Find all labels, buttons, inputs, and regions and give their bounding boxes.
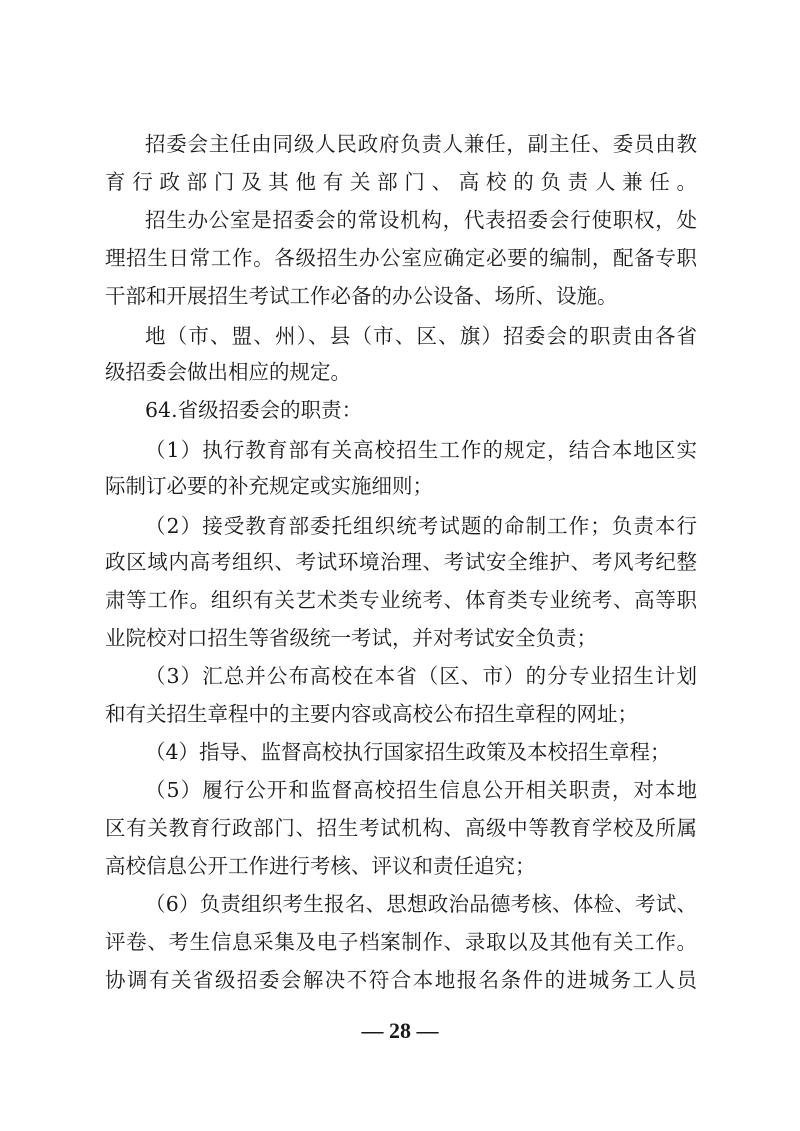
list-item-line: 协调有关省级招委会解决不符合本地报名条件的进城务工人员: [105, 968, 697, 992]
paragraph-line: 理招生日常工作。各级招生办公室应确定必要的编制，配备专职: [105, 246, 697, 270]
list-item-line: （6）负责组织考生报名、思想政治品德考核、体检、考试、: [145, 892, 697, 916]
paragraph-line: 干部和开展招生考试工作必备的办公设备、场所、设施。: [105, 284, 618, 308]
list-item-line: 肃等工作。组织有关艺术类专业统考、体育类专业统考、高等职: [105, 588, 697, 612]
paragraph-line: 育行政部门及其他有关部门、高校的负责人兼任。: [105, 170, 697, 194]
list-item-line: 区有关教育行政部门、招生考试机构、高级中等教育学校及所属: [105, 816, 697, 840]
section-heading: 64.省级招委会的职责：: [145, 398, 363, 422]
list-item-line: 际制订必要的补充规定或实施细则；: [105, 474, 433, 498]
paragraph-line: 级招委会做出相应的规定。: [105, 360, 351, 384]
list-item-line: 政区域内高考组织、考试环境治理、考试安全维护、考风考纪整: [105, 550, 697, 574]
paragraph-line: 地（市、盟、州）、县（市、区、旗）招委会的职责由各省: [145, 324, 697, 348]
paragraph-line: 招生办公室是招委会的常设机构，代表招委会行使职权，处: [145, 208, 697, 232]
list-item-line: 高校信息公开工作进行考核、评议和责任追究；: [105, 854, 536, 878]
list-item-line: 业院校对口招生等省级统一考试，并对考试安全负责；: [105, 626, 597, 650]
list-item-line: （3）汇总并公布高校在本省（区、市）的分专业招生计划: [145, 664, 697, 688]
list-item-line: 和有关招生章程中的主要内容或高校公布招生章程的网址；: [105, 702, 638, 726]
list-item-line: 评卷、考生信息采集及电子档案制作、录取以及其他有关工作。: [105, 930, 697, 954]
paragraph-line: 招委会主任由同级人民政府负责人兼任，副主任、委员由教: [145, 132, 697, 156]
list-item-line: （2）接受教育部委托组织统考试题的命制工作；负责本行: [145, 514, 697, 538]
list-item-line: （4）指导、监督高校执行国家招生政策及本校招生章程；: [145, 740, 671, 764]
list-item-line: （1）执行教育部有关高校招生工作的规定，结合本地区实: [145, 438, 697, 462]
page-number: — 28 —: [361, 1018, 439, 1043]
list-item-line: （5）履行公开和监督高校招生信息公开相关职责，对本地: [145, 778, 697, 802]
